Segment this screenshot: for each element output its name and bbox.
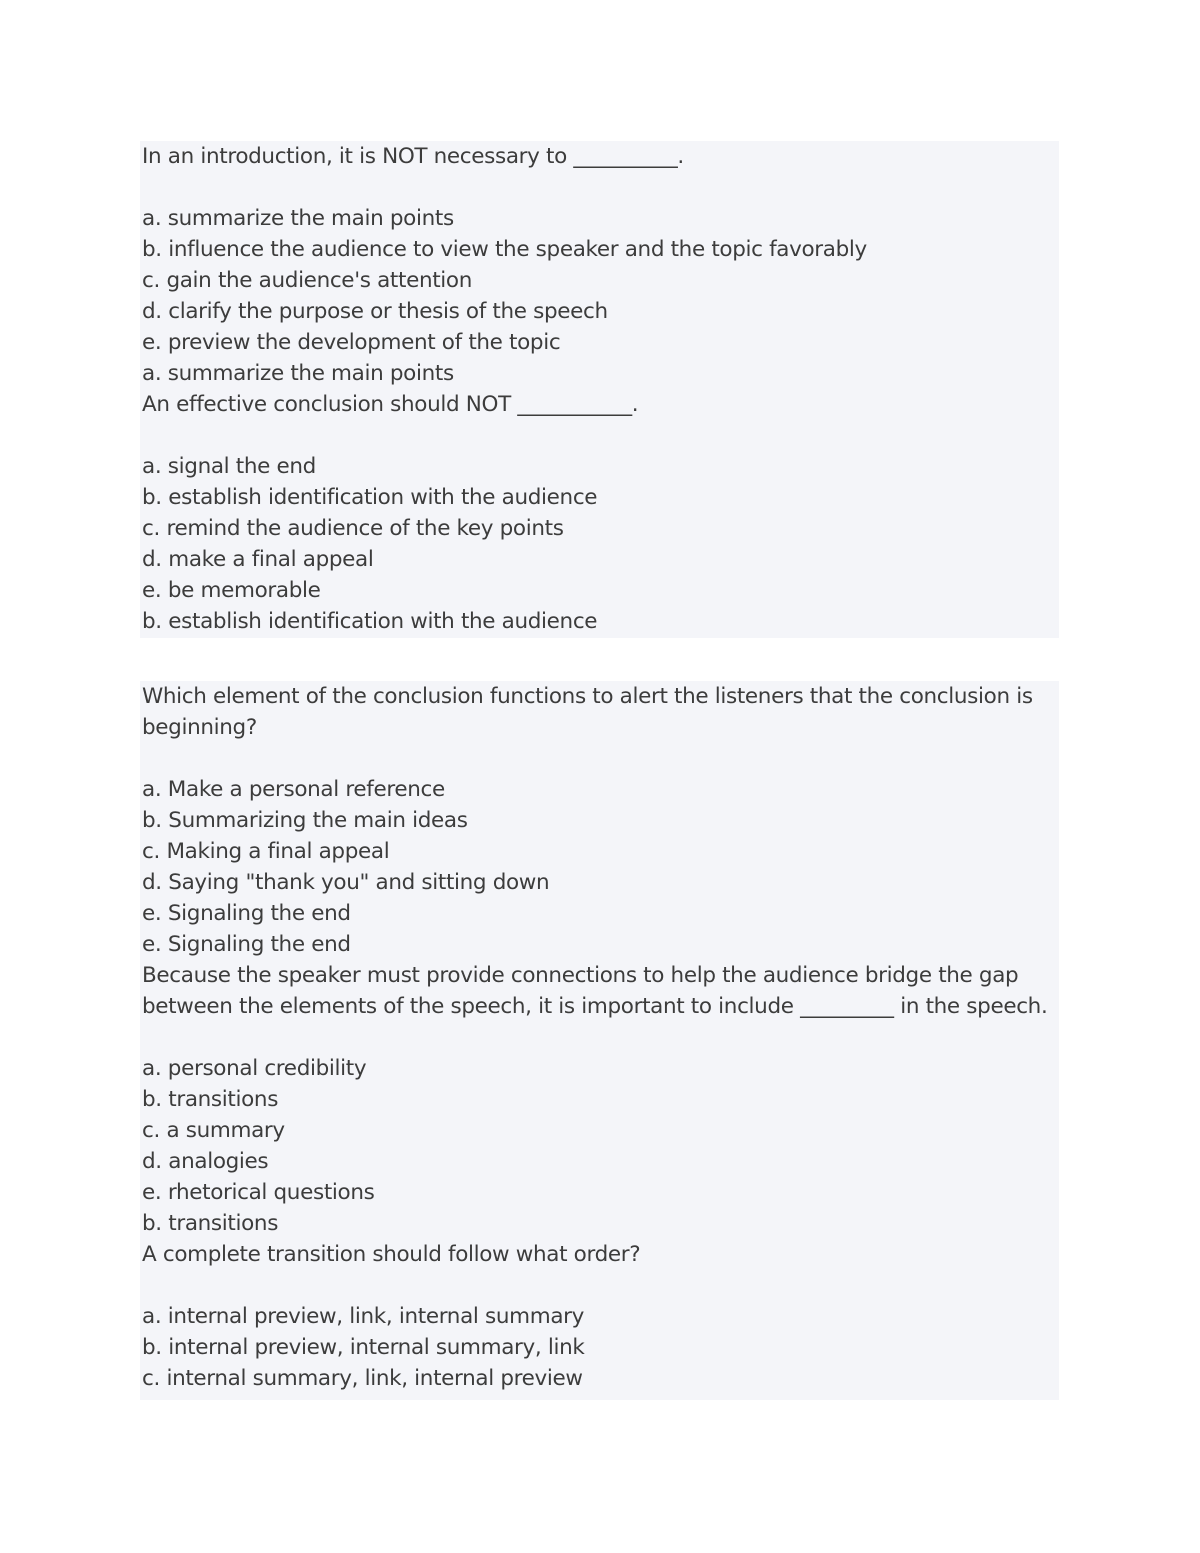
answer-option: c. Making a final appeal xyxy=(142,839,390,864)
question-text: In an introduction, it is NOT necessary to __________. xyxy=(142,144,684,169)
answer-option: c. a summary xyxy=(142,1118,285,1143)
question-text: Because the speaker must provide connections to help the audience bridge the gap xyxy=(142,963,1019,988)
answer-option: e. rhetorical questions xyxy=(142,1180,375,1205)
question-text: An effective conclusion should NOT ___________. xyxy=(142,392,639,417)
answer-option: d. make a final appeal xyxy=(142,547,374,572)
answer-option: c. internal summary, link, internal preview xyxy=(142,1366,583,1391)
answer-option: b. establish identification with the audience xyxy=(142,485,598,510)
question-block-1 xyxy=(140,141,1059,638)
answer-option: b. Summarizing the main ideas xyxy=(142,808,468,833)
correct-answer: b. transitions xyxy=(142,1211,279,1236)
question-text: beginning? xyxy=(142,715,257,740)
question-text: Which element of the conclusion functions to alert the listeners that the conclusion is xyxy=(142,684,1033,709)
question-text: between the elements of the speech, it is important to include _________ in the speech. xyxy=(142,994,1048,1019)
answer-option: d. Saying "thank you" and sitting down xyxy=(142,870,550,895)
answer-option: c. remind the audience of the key points xyxy=(142,516,564,541)
answer-option: b. influence the audience to view the speaker and the topic favorably xyxy=(142,237,867,262)
correct-answer: e. Signaling the end xyxy=(142,932,351,957)
answer-option: b. internal preview, internal summary, link xyxy=(142,1335,585,1360)
answer-option: e. be memorable xyxy=(142,578,321,603)
question-text: A complete transition should follow what order? xyxy=(142,1242,641,1267)
answer-option: c. gain the audience's attention xyxy=(142,268,473,293)
answer-option: e. preview the development of the topic xyxy=(142,330,561,355)
answer-option: d. clarify the purpose or thesis of the speech xyxy=(142,299,608,324)
answer-option: a. signal the end xyxy=(142,454,316,479)
answer-option: a. summarize the main points xyxy=(142,206,454,231)
correct-answer: a. summarize the main points xyxy=(142,361,454,386)
answer-option: a. Make a personal reference xyxy=(142,777,445,802)
answer-option: a. internal preview, link, internal summary xyxy=(142,1304,585,1329)
answer-option: e. Signaling the end xyxy=(142,901,351,926)
answer-option: b. transitions xyxy=(142,1087,279,1112)
answer-option: a. personal credibility xyxy=(142,1056,367,1081)
correct-answer: b. establish identification with the audience xyxy=(142,609,598,634)
answer-option: d. analogies xyxy=(142,1149,269,1174)
question-block-2 xyxy=(140,681,1059,1400)
